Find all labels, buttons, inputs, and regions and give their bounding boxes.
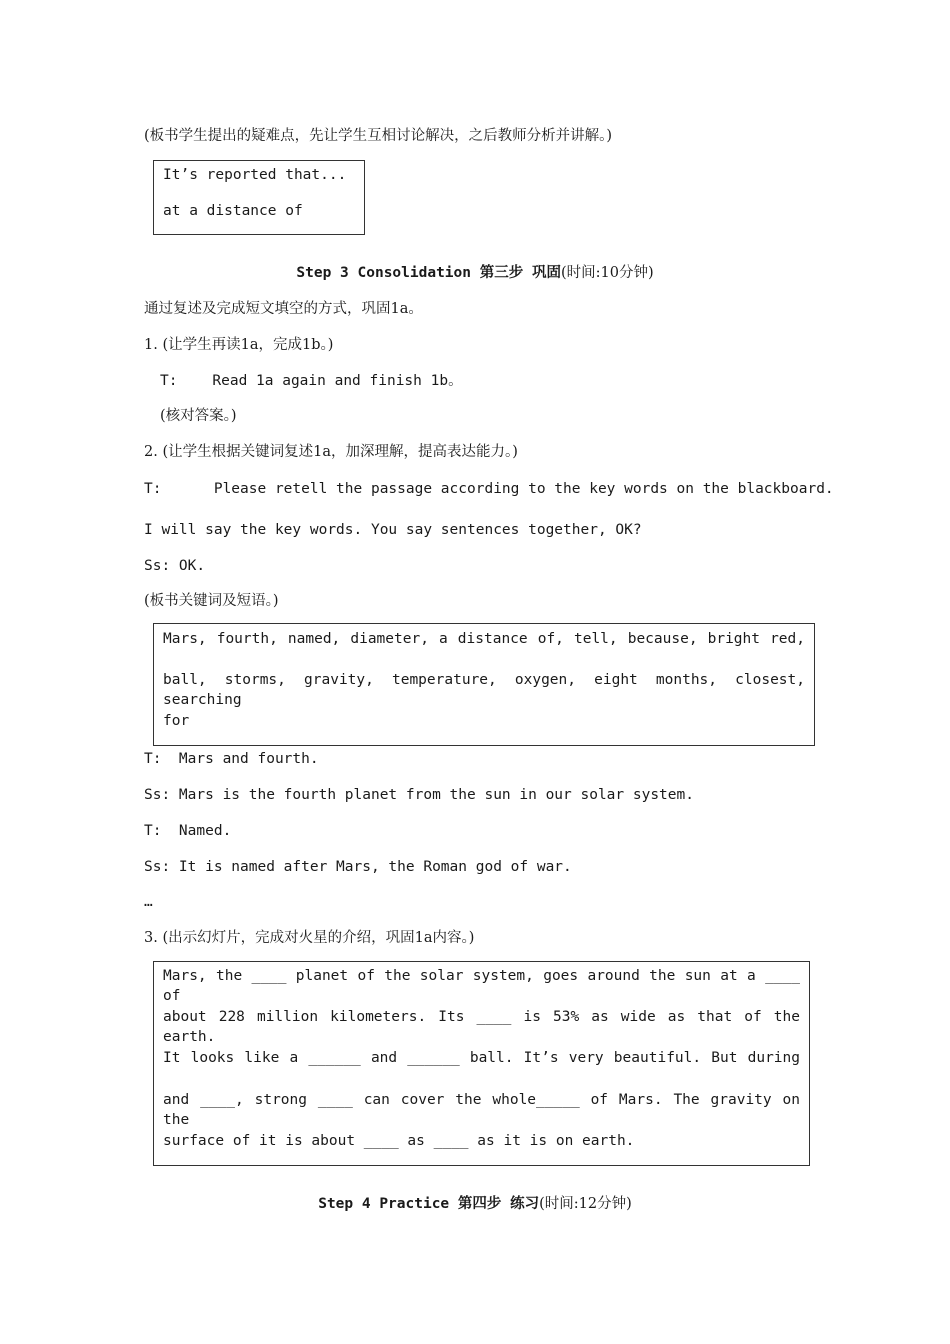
cloze-line: surface of it is about ____ as ____ as it is on earth.	[163, 1133, 635, 1149]
item1-instruction: 1. (让学生再读1a，完成1b。)	[144, 337, 334, 353]
keywords-line: Mars, fourth, named, diameter, a distance of, tell, because, bright red,	[163, 631, 805, 647]
item2-students: Ss: OK.	[144, 558, 206, 574]
cloze-line: It looks like a ______ and ______ ball. It’s very beautiful. But during	[163, 1050, 800, 1066]
difficulty-phrase: at a distance of	[163, 203, 303, 219]
item2-note: (板书关键词及短语。)	[144, 593, 279, 609]
item3-instruction: 3. (出示幻灯片，完成对火星的介绍，巩固1a内容。)	[144, 930, 475, 946]
cloze-box	[153, 961, 810, 1166]
cloze-line: Mars, the ____ planet of the solar system, goes around the sun at a ____ of	[163, 968, 800, 1004]
item2-instruction: 2. (让学生根据关键词复述1a，加深理解，提高表达能力。)	[144, 444, 518, 460]
step3-heading	[0, 263, 950, 283]
cloze-line: about 228 million kilometers. Its ____ is 53% as wide as that of the earth.	[163, 1009, 800, 1045]
blackboard-difficulties-note: (板书学生提出的疑难点，先让学生互相讨论解决，之后教师分析并讲解。)	[144, 128, 613, 144]
step4-label: Step 4 Practice 第四步 练习	[318, 1196, 540, 1212]
step4-time: (时间:12分钟)	[539, 1196, 632, 1212]
dialogue-ellipsis: …	[144, 894, 153, 910]
keywords-box	[153, 623, 815, 746]
keywords-line: for	[163, 713, 190, 729]
dialogue-line: T: Mars and fourth.	[144, 751, 319, 767]
dialogue-line: Ss: It is named after Mars, the Roman god of war.	[144, 859, 572, 875]
item2-teacher-line2: I will say the key words. You say sentences together, OK?	[144, 522, 642, 538]
step3-label: Step 3 Consolidation 第三步 巩固	[296, 265, 561, 281]
item1-note: (核对答案。)	[160, 408, 237, 424]
step3-intro: 通过复述及完成短文填空的方式，巩固1a。	[144, 301, 423, 317]
step4-heading	[0, 1194, 950, 1214]
step3-time: (时间:10分钟)	[560, 265, 654, 281]
item2-teacher-line1: T: Please retell the passage according to the key words on the blackboard.	[144, 481, 834, 497]
item1-teacher: T: Read 1a again and finish 1b。	[160, 373, 463, 389]
difficulty-box	[153, 160, 365, 235]
cloze-line: and ____, strong ____ can cover the whole_____ of Mars. The gravity on the	[163, 1092, 800, 1128]
dialogue-line: T: Named.	[144, 823, 232, 839]
difficulty-phrase: It’s reported that...	[163, 167, 347, 183]
dialogue-line: Ss: Mars is the fourth planet from the sun in our solar system.	[144, 787, 694, 803]
keywords-line: ball, storms, gravity, temperature, oxygen, eight months, closest, searching	[163, 672, 805, 708]
